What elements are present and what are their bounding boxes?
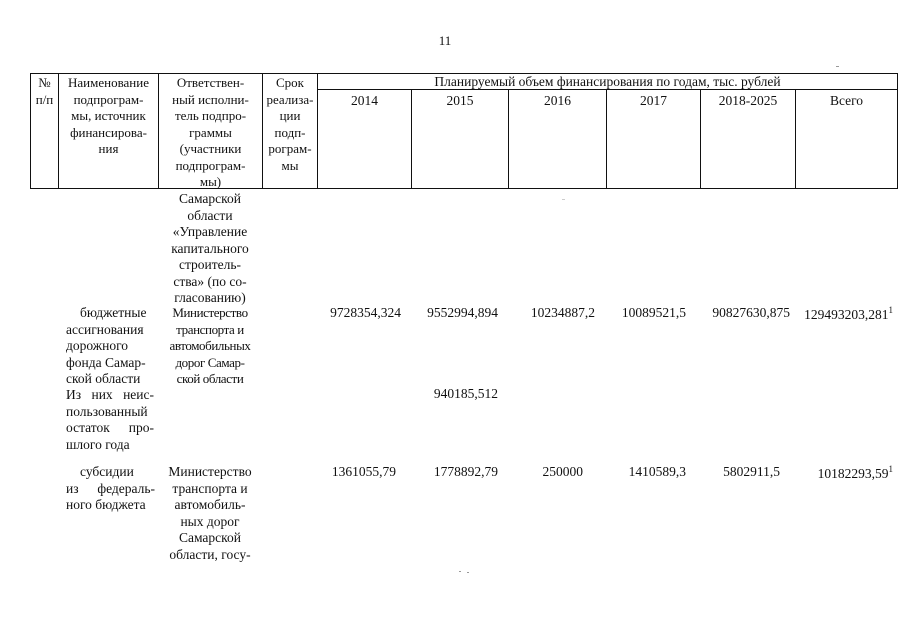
page-number: 11: [438, 33, 452, 48]
scan-speck: [562, 199, 565, 200]
text-line: Министерство: [172, 305, 248, 320]
value-2018-2025: 90827630,875: [712, 305, 790, 320]
row-source: [66, 464, 155, 514]
text-line: фонда Самар-: [66, 354, 146, 370]
header-total: Всего: [829, 93, 864, 108]
text-line: дорог Самар-: [175, 354, 245, 370]
row-source: [66, 387, 154, 453]
row-source: [66, 305, 155, 388]
value-total: [796, 305, 893, 323]
continued-participant: [160, 191, 260, 307]
value-2018-2025: 5802911,5: [723, 464, 780, 479]
header-line: №: [38, 75, 51, 90]
header-line: ный исполни-: [172, 91, 249, 107]
header-line: подпрограм-: [175, 157, 246, 173]
col-border: [897, 73, 898, 188]
text-line: транспорта и: [172, 480, 248, 496]
value-2015: 9552994,894: [427, 305, 498, 320]
text-line: шлого года: [66, 436, 130, 452]
header-year-2017: 2017: [640, 93, 667, 108]
text-line: транспорта и: [176, 321, 244, 337]
header-line: мы, источник: [71, 108, 146, 123]
scan-speck: [459, 571, 461, 572]
header-num: [31, 75, 58, 108]
value-2014: 9728354,324: [330, 305, 401, 320]
text-line: Самарской: [178, 530, 242, 545]
scan-speck: [836, 66, 839, 67]
value-2017: 10089521,5: [621, 305, 686, 320]
header-line: граммы: [189, 124, 232, 140]
text-line: гласованию): [174, 290, 246, 305]
text-line: области, госу-: [169, 546, 251, 562]
header-name: [59, 75, 158, 158]
text-line: области: [187, 207, 233, 223]
text-line: дорожного: [66, 338, 129, 353]
header-line: (участники: [179, 141, 242, 156]
header-line: Срок: [276, 75, 304, 90]
row-responsible: [160, 305, 260, 388]
value-total: [796, 464, 893, 482]
header-line: п/п: [35, 91, 54, 107]
header-line: Ответствен-: [176, 75, 245, 90]
footnote-mark: 1: [888, 464, 893, 474]
row-responsible: [160, 464, 260, 563]
text-line: ных дорог: [180, 513, 240, 529]
text-line: бюджетные: [80, 305, 147, 320]
header-year-2015: 2015: [446, 93, 474, 108]
header-year-2016: 2016: [544, 93, 571, 108]
header-funding-title: Планируемый объем финансирования по годам, тыс. рублей: [434, 74, 781, 89]
text-line: пользованный: [66, 403, 148, 419]
text-line: Из них неис-: [66, 387, 154, 402]
value-2015: 1778892,79: [433, 464, 498, 479]
text-line: Министерство: [168, 464, 252, 479]
header-line: Наименование: [68, 75, 149, 90]
header-line: мы): [199, 174, 222, 189]
text-line: остаток про-: [66, 420, 154, 435]
header-year-2014: 2014: [351, 93, 378, 108]
header-line: мы: [281, 157, 299, 173]
header-year-2018-2025: 2018-2025: [718, 93, 778, 108]
text-line: капитального: [171, 240, 249, 256]
value-2016: 10234887,2: [530, 305, 595, 320]
value-2014: 1361055,79: [331, 464, 396, 479]
text-line: из федераль-: [66, 480, 155, 496]
header-line: рограм-: [268, 141, 312, 156]
header-line: ния: [98, 141, 119, 156]
header-line: тель подпро-: [174, 108, 247, 123]
text-line: ства» (по со-: [173, 273, 247, 289]
header-line: ции подп-: [274, 108, 306, 140]
text-line: строитель-: [178, 257, 242, 272]
text-line: ного бюджета: [66, 497, 146, 512]
total-value: 129493203,281: [804, 307, 889, 322]
header-line: финансирова-: [70, 124, 147, 140]
text-line: автомобиль-: [174, 497, 246, 512]
text-line: субсидии: [80, 464, 134, 479]
text-line: Самарской: [178, 191, 242, 206]
text-line: «Управление: [172, 224, 248, 239]
text-line: ской области: [66, 371, 141, 386]
header-line: реализа-: [266, 91, 314, 107]
value-2015: 940185,512: [433, 386, 498, 401]
scan-speck: [467, 572, 469, 573]
value-2016: 250000: [542, 464, 583, 479]
value-2017: 1410589,3: [628, 464, 686, 479]
header-responsible: [159, 75, 262, 191]
text-line: ской области: [176, 371, 244, 386]
total-value: 10182293,59: [817, 466, 889, 481]
footnote-mark: 1: [888, 305, 893, 315]
header-term: [263, 75, 317, 174]
text-line: ассигнования: [66, 321, 144, 337]
text-line: автомобильных: [169, 338, 251, 353]
header-line: подпрограм-: [73, 91, 144, 107]
